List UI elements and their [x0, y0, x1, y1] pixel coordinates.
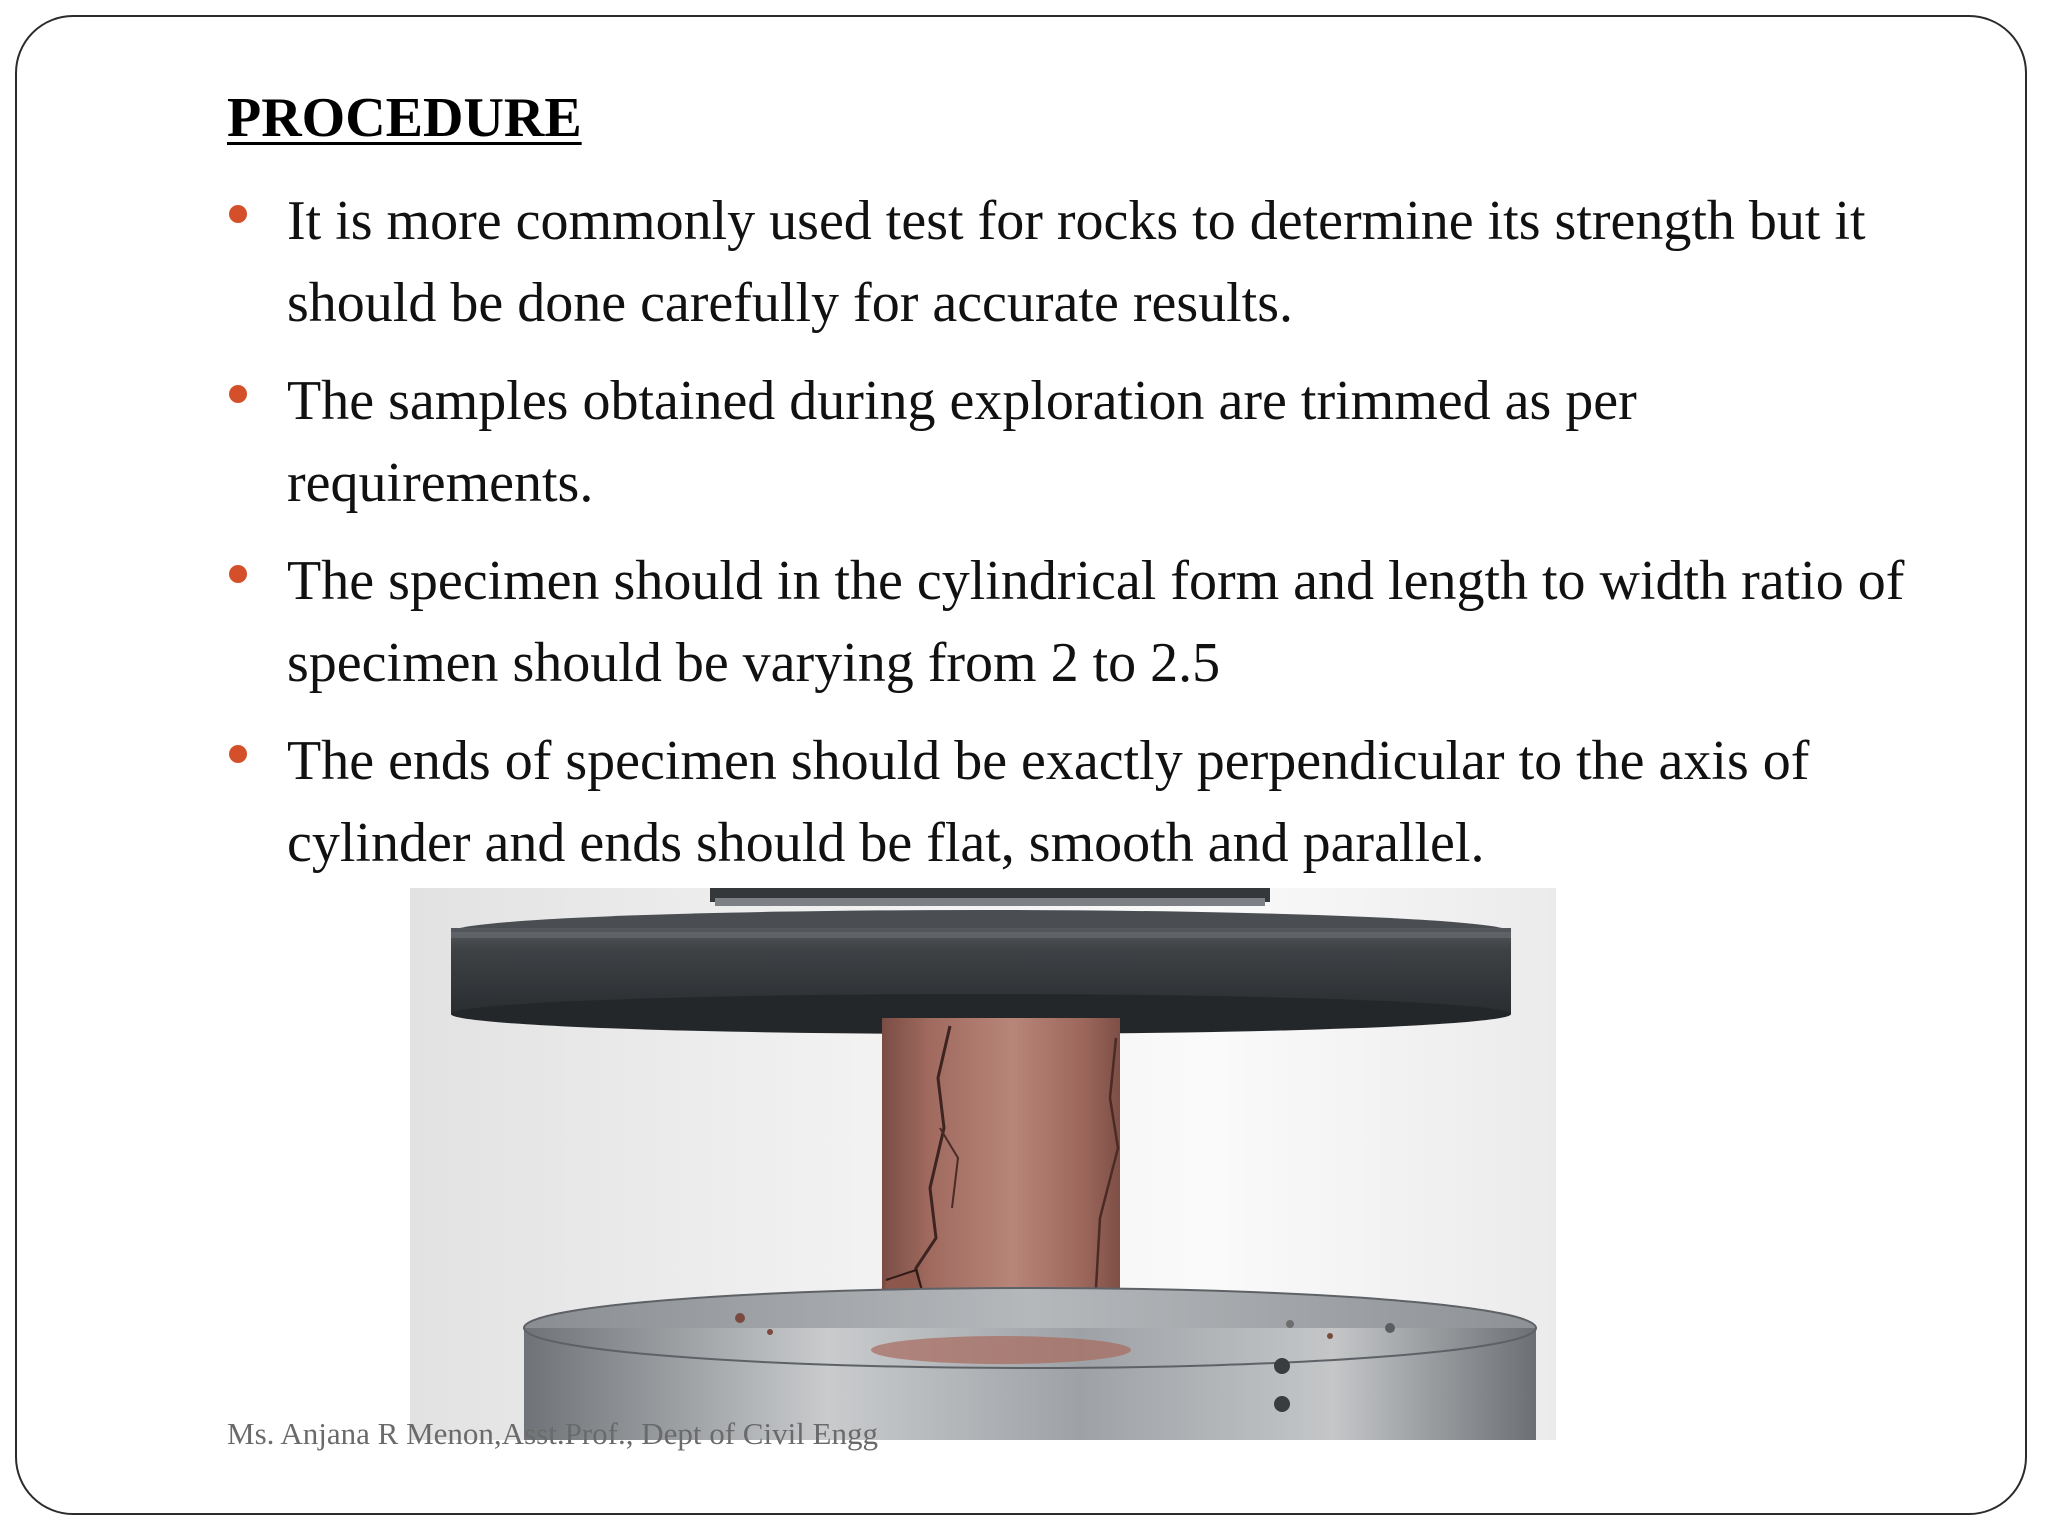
- slide-footer: Ms. Anjana R Menon,Asst.Prof., Dept of Civil Engg: [227, 1416, 878, 1451]
- bullet-text: The samples obtained during exploration are trimmed as per requirements.: [287, 370, 1637, 514]
- bullet-list: [227, 180, 1917, 900]
- bullet-text: The ends of specimen should be exactly perpendicular to the axis of cylinder and ends should be flat, smooth and parallel.: [287, 730, 1810, 874]
- bullet-item: [227, 360, 1917, 524]
- slide-title: PROCEDURE: [227, 87, 582, 149]
- bullet-item: [227, 720, 1917, 884]
- bullet-dot-icon: [229, 565, 247, 583]
- bullet-text: The specimen should in the cylindrical form and length to width ratio of specimen should be varying from 2 to 2.5: [287, 550, 1905, 694]
- bullet-item: [227, 540, 1917, 704]
- bullet-text: It is more commonly used test for rocks to determine its strength but it should be done carefully for accurate results.: [287, 190, 1866, 334]
- compression-machine-illustration: [410, 888, 1556, 1440]
- rock-compression-test-photo: [410, 888, 1556, 1440]
- bullet-dot-icon: [229, 205, 247, 223]
- bullet-dot-icon: [229, 745, 247, 763]
- bullet-item: [227, 180, 1917, 344]
- bullet-dot-icon: [229, 385, 247, 403]
